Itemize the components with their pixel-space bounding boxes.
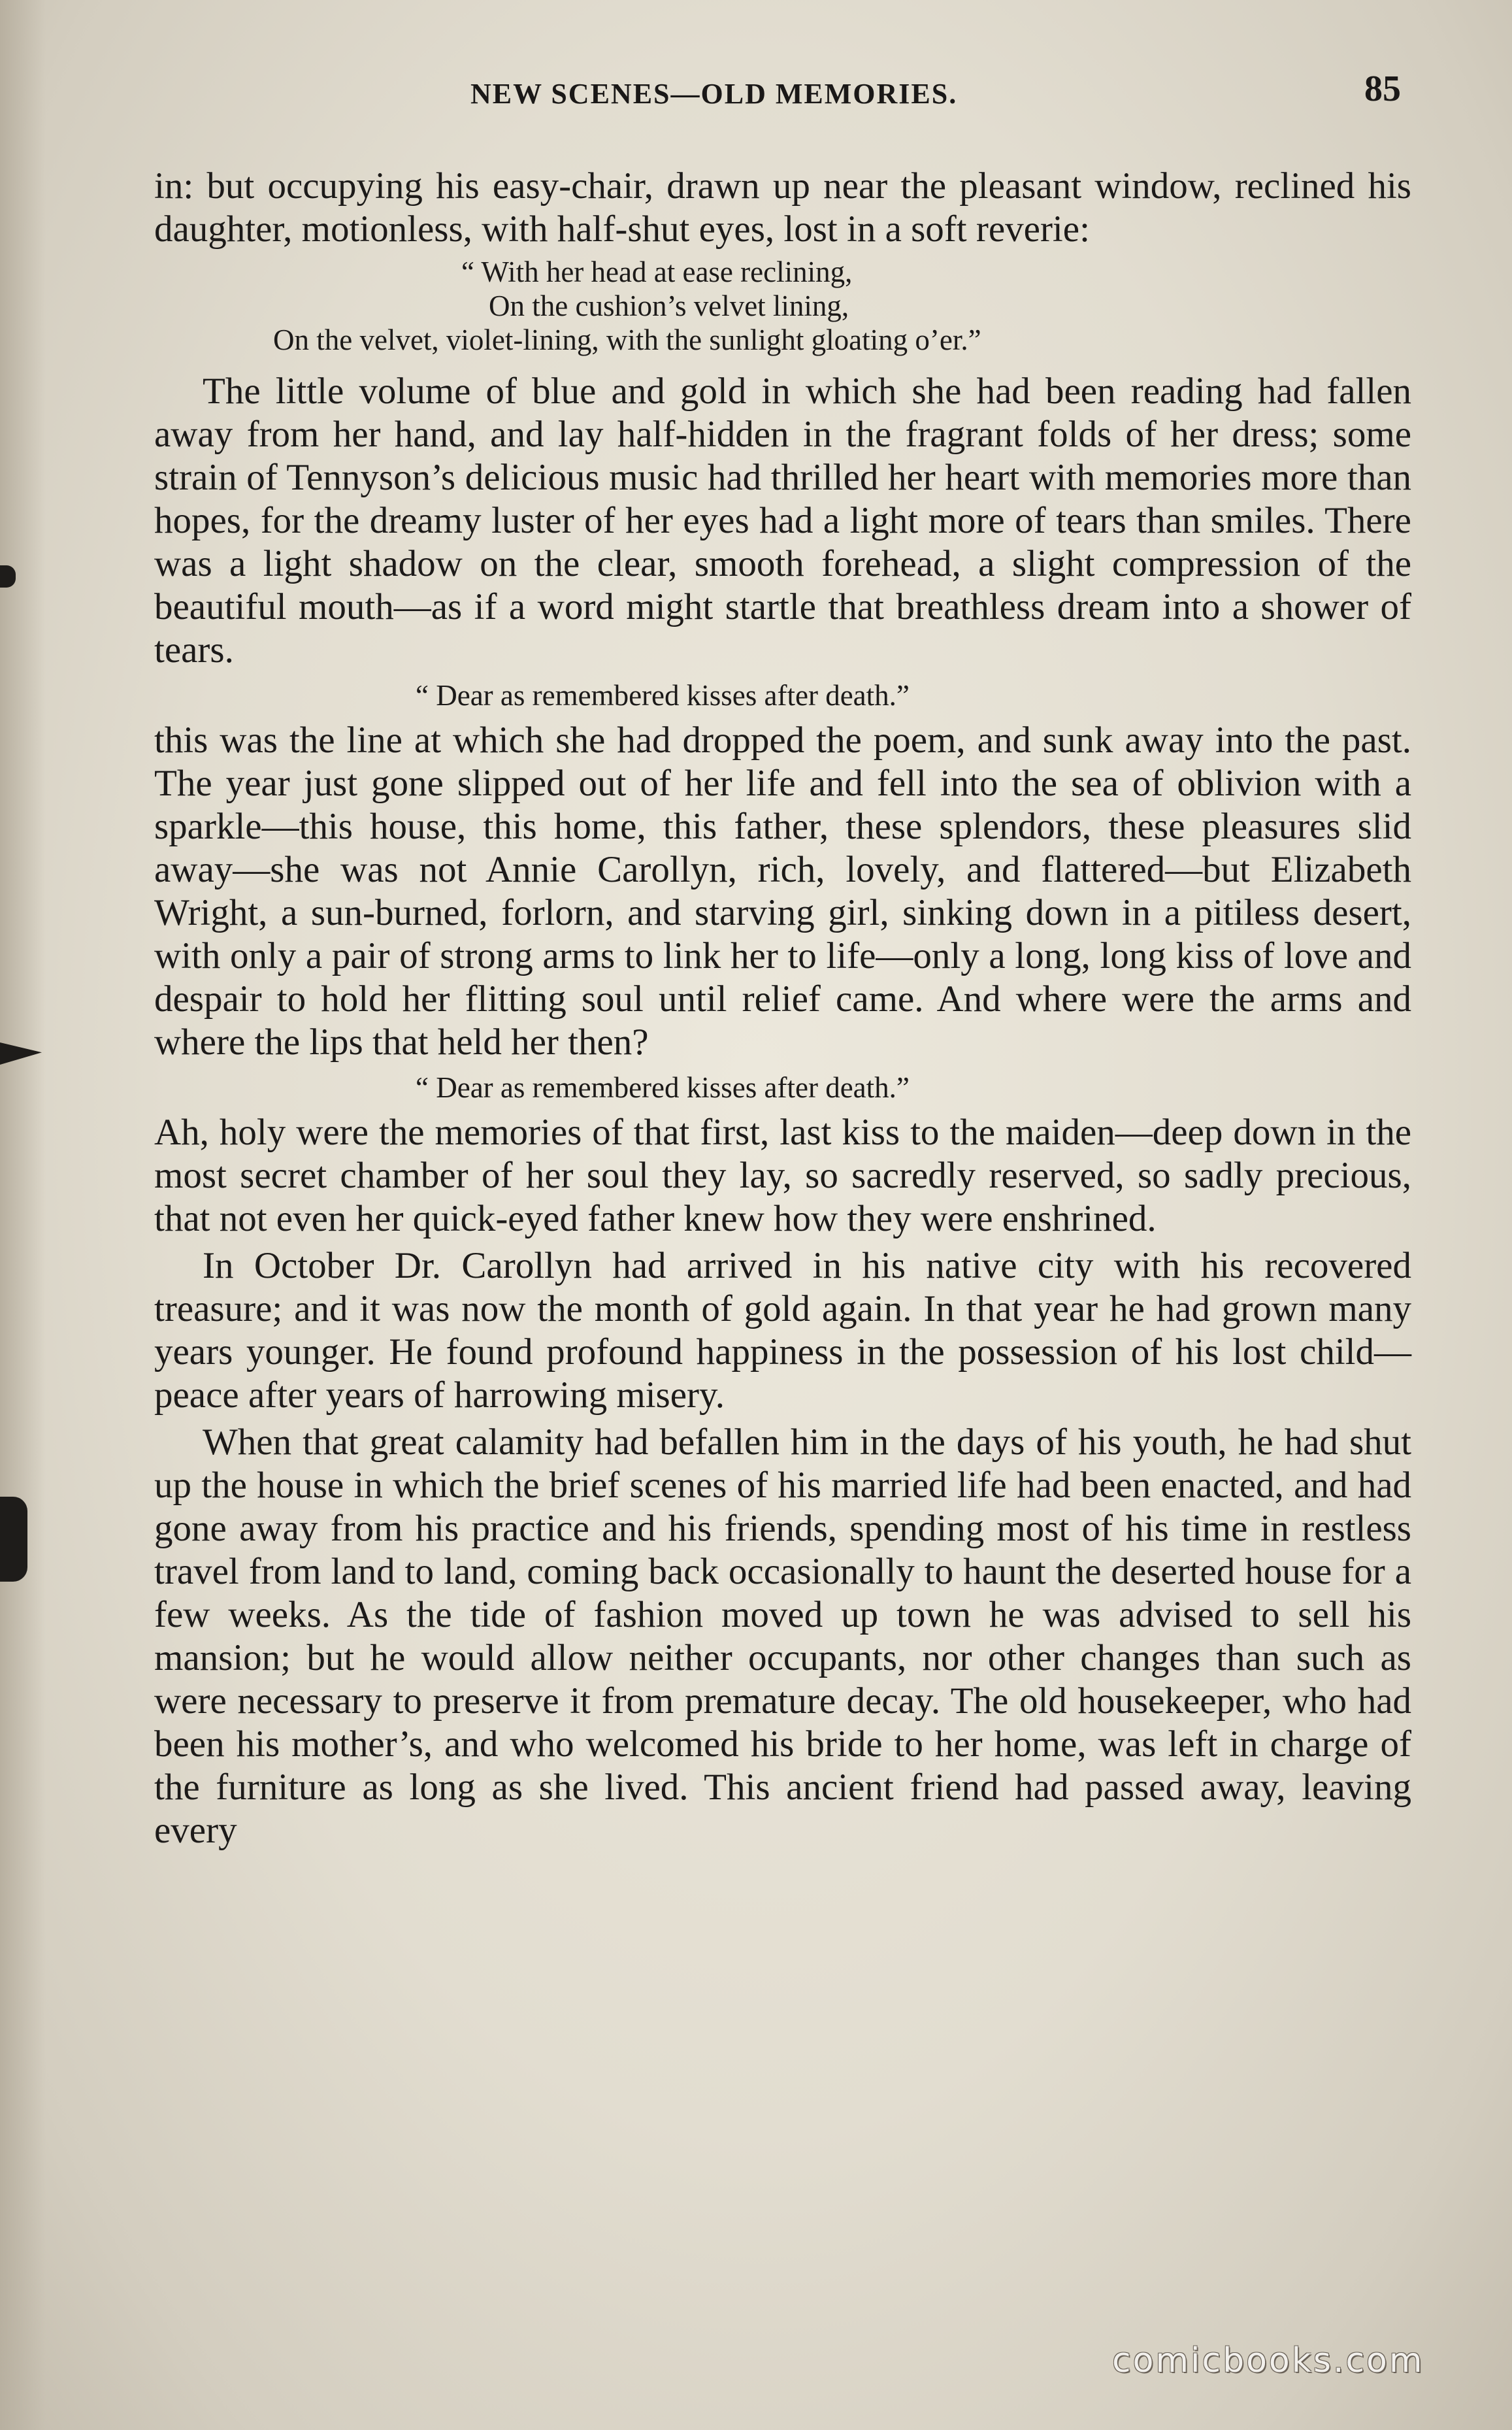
paragraph: in: but occupying his easy-chair, drawn up near the pleasant window, reclined his daughter, motionless, with half-shut eyes, lost in a soft reverie: — [154, 165, 1411, 250]
quote-line: “ Dear as remembered kisses after death.” — [416, 679, 910, 712]
page-edge-tear — [0, 565, 16, 588]
paragraph: In October Dr. Carollyn had arrived in his native city with his recovered treasure; and it was now the month of gold again. In that year he had grown many years younger. He found profound happiness in the possession of his lost child—peace after years of harrowing misery. — [154, 1245, 1411, 1416]
paragraph: When that great calamity had befallen him in the days of his youth, he had shut up the house in which the brief scenes of his married life had been enacted, and had gone away from his practice and his friends, spending most of his time in restless travel from land to land, coming back occasionally to haunt the deserted house for a few weeks. As the tide of fashion moved up town he was advised to sell his mansion; but he would allow neither occupants, nor other changes than such as were necessary to preserve it from premature decay. The old housekeeper, who had been his mother’s, and who welcomed his bride to her home, was left in charge of the furniture as long as she lived. This ancient friend had passed away, leaving every — [154, 1422, 1411, 1851]
page-edge-tear — [0, 1497, 27, 1582]
paragraph: Ah, holy were the memories of that first, last kiss to the maiden—deep down in the most secret chamber of her soul they lay, so sacredly reserved, so sadly precious, that not even her quick-eyed father knew how they were enshrined. — [154, 1112, 1411, 1239]
page-body — [154, 165, 1411, 1856]
paragraph: this was the line at which she had dropped the poem, and sunk away into the past. The year just gone slipped out of her life and fell into the sea of oblivion with a sparkle—this house, this home, this father, these splendors, these pleasures slid away—she was not Annie Carollyn, rich, lovely, and flattered—but Elizabeth Wright, a sun-burned, forlorn, and starving girl, sinking down in a pitiless desert, with only a pair of strong arms to link her to life—only a long, long kiss of love and despair to hold her flitting soul until relief came. And where were the arms and where the lips that held her then? — [154, 720, 1411, 1063]
verse-line: On the velvet, violet-lining, with the sunlight gloating o’er.” — [273, 324, 981, 356]
verse-line: “ With her head at ease reclining, — [461, 256, 853, 288]
page-edge-shadow — [0, 0, 46, 2430]
running-title: NEW SCENES—OLD MEMORIES. — [470, 78, 958, 110]
verse-quote — [154, 255, 1411, 357]
paragraph: The little volume of blue and gold in which she had been reading had fallen away from her hand, and lay half-hidden in the fragrant folds of her dress; some strain of Tennyson’s delicious music had thrilled her heart with memories more than hopes, for the dreamy luster of her eyes had a light more of tears than smiles. There was a light shadow on the clear, smooth forehead, a slight compression of the beautiful mouth—as if a word might startle that breathless dream into a shower of tears. — [154, 371, 1411, 671]
quote-line: “ Dear as remembered kisses after death.” — [416, 1071, 910, 1104]
page-number: 85 — [1364, 69, 1401, 109]
verse-line: On the cushion’s velvet lining, — [489, 290, 849, 322]
watermark: comicbooks.com — [1112, 2341, 1424, 2380]
